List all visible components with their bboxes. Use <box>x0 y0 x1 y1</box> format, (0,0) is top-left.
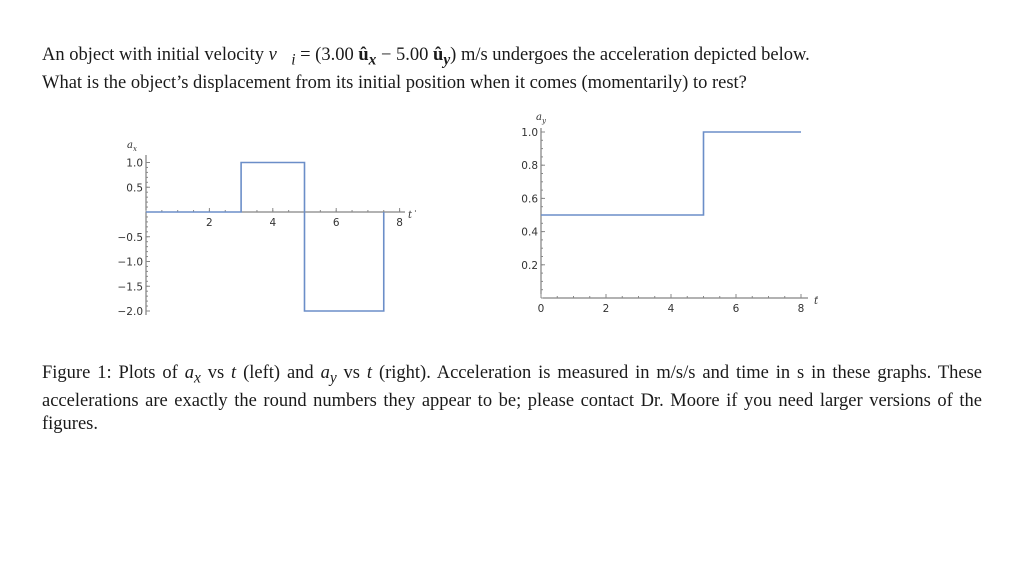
problem-line-2: What is the object’s displacement from its initial position when it comes (momentarily) to rest? <box>42 72 747 93</box>
y-tick-label: 0.6 <box>521 193 538 206</box>
y-tick-label: −2.0 <box>117 306 143 318</box>
x-tick-label: 4 <box>667 303 675 315</box>
initial-velocity-symbol: $v⃗_i$ <box>268 45 296 69</box>
x-tick-label: 4 <box>269 217 277 229</box>
y-axis-label: $a_x$ <box>127 140 137 153</box>
x-tick-label: 0 <box>537 303 545 315</box>
caption-ay: $a_y$ <box>320 363 337 387</box>
y-tick-label: −0.5 <box>117 231 143 244</box>
y-tick-label: 1.0 <box>126 157 143 170</box>
problem-line-1: An object with initial velocity $v⃗_i = (3.00$ $û_x - 5.00$ $û_y$) m/s undergoes the acceleration depicted below. <box>42 45 810 69</box>
x-axis-label: t <box>407 210 413 221</box>
y-tick-label: 0.4 <box>521 226 538 239</box>
y-tick-label: 0.5 <box>126 182 143 195</box>
y-tick-label: 0.2 <box>521 259 538 272</box>
x-tick-label: 6 <box>332 217 340 229</box>
y-tick-label: −1.0 <box>117 256 143 269</box>
caption-ax: $a_x$ <box>184 363 201 387</box>
figure-caption: Figure 1: Plots of $a_x$ vs t (left) and $a_y$ vs t (right). Acceleration is measured in m/s/s and time in s in these graphs. These accelerations are exactly the round numbers they appear to be; please contact Dr. Moore if you need larger versions of the figures. <box>42 363 982 434</box>
unit-vector-y: $û_y$ <box>433 45 451 69</box>
y-axis-label: $a_y$ <box>536 112 546 125</box>
series-line-a_y <box>541 132 801 215</box>
x-tick-label: 8 <box>797 303 805 315</box>
unit-vector-x: $û_x$ <box>358 45 377 69</box>
x-tick-label: 2 <box>602 303 610 315</box>
y-tick-label: −1.5 <box>117 281 143 294</box>
x-tick-label: 6 <box>732 303 740 315</box>
x-tick-label: 2 <box>206 217 213 229</box>
y-tick-label: 0.8 <box>521 160 538 173</box>
x-axis-label: t <box>813 296 819 307</box>
x-tick-label: 8 <box>396 217 403 229</box>
y-tick-label: 1.0 <box>521 127 538 139</box>
